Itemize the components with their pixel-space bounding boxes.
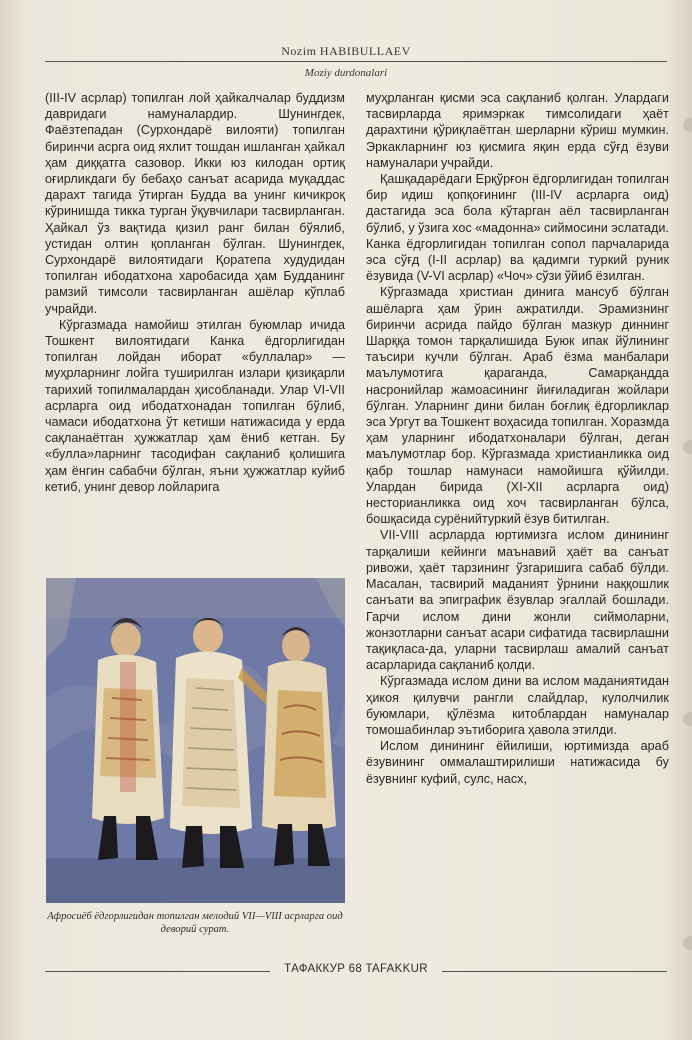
binding-hole — [683, 712, 692, 726]
header-divider — [45, 61, 667, 62]
paragraph: Ислом динининг ёйилиши, юртимизда араб ёзувининг оммалаштирилиши натижасида бу ёзувнинг куфий, сулс, насх, — [366, 739, 669, 786]
binding-hole — [683, 936, 692, 950]
page-footer: ТАФАККУР 68 TAFAKKUR — [284, 963, 428, 975]
figure-caption: Афросиёб ёдгорлигидан топилган мелодий VII—VIII асрларга оид деворий сурат. — [47, 911, 343, 935]
paragraph: Кўргазмада намойиш этилган буюмлар ичида Тошкент вилоятидаги Канка ёдгорлигидан топилган лойдан иборат «буллалар» — муҳрларнинг лойга туширилган излари қизиқарли тарихий топилмалардан ҳисобланади. Улар VI-VII асрларга оид ибодатхонадан топилган бўлиб, чамаси ибодатхона ўт кетиши натижасида у ерда сақланаётган ҳужжатлар ҳам ёниб кетган. Бу «булла»ларнинг тасодифан сақланиб қолишига ҳам ёнгин сабабчи бўлган, яъни ҳужжатлар куйиб кетиб, унинг девор лойларига — [45, 317, 345, 494]
binding-hole — [683, 118, 692, 132]
paragraph: (III-IV асрлар) топилган лой ҳайкалчалар буддизм давридаги намуналардир. Шунингдек, Фаёзтепадан (Сурхондарё вилояти) топилган биринчи асрга оид яхлит тошдан ишланган ҳайкал ҳам диққатга сазовор. Икки юз килодан ортиқ оғирликдаги бу бебаҳо санъат асарида муқаддас дарахт тагида ўтирган Будда ва унинг кичикроқ кўринишда тикка турган ўқувчилари тасвирланган. Ҳайкал ўз вақтида қизил ранг билан бўялиб, устидан олтин қопланган бўлган. Шунингдек, Сурхондарё вилоятидаги Қоратепа худудидан топилган ибодатхона харобасида ҳам Будданинг рамзий тимсоли тасвирланган ашёлар кўплаб учрайди. — [45, 91, 345, 316]
paragraph: муҳрланган қисми эса сақланиб қолган. Улардаги тасвирларда яримэркак тимсолидаги ҳаёт дарахтини қўриқлаётган шерларни кўриш мумкин. Эркакларнинг юз қисмига яқин ерда сўғд ёзуви намуналари учрайди. — [366, 91, 669, 170]
paragraph: VII-VIII асрларда юртимизга ислом динининг тарқалиши кейинги маънавий ҳаёт ва санъат ривожи, ҳаёт тарзининг ўзгаришига сабаб бўлди. Масалан, тасвирий маданият ўрнини наққошлик санъати ва эпиграфик ёзувлар эгаллай бошлади. Гарчи ислом дини жонли сиймоларни, жонзотларни санъат асари сифатида тасвирлашни тақиқласа-да, уларни тасвирлаш амалий санъат асарларида сақланиб қолди. — [366, 528, 669, 673]
binding-hole — [683, 440, 692, 454]
paragraph: Кўргазмада ислом дини ва ислом маданиятидан ҳикоя қилувчи рангли слайдлар, кулолчилик буюмлари, қўлёзма китоблардан намуналар томошабинлар эътиборига ҳавола этилди. — [366, 674, 669, 737]
paragraph: Қашқадарёдаги Ерқўрғон ёдгорлигидан топилган бир идиш қопқоғининг (III-IV асрларга оид) дастагида эса бола кўтарган аёл тасвирланган бўлиб, у ўзига хос «мадонна» сиймосини эслатади. Канка ёдгорлигидан топилган сопол парчаларида эса сўғд (I-II асрлар) ва қадимги туркий руник ёзувида (V-VI асрлар) «Чоч» сўзи ўйиб ёзилган. — [366, 172, 669, 284]
mural-figure — [46, 578, 345, 903]
left-column — [45, 90, 345, 495]
afrasiab-mural-illustration — [46, 578, 345, 903]
paragraph: Кўргазмада христиан динига мансуб бўлган ашёларга ҳам ўрин ажратилди. Эрамизнинг биринчи асрида пайдо бўлган мазкур диннинг Шарққа томон тарқалишида Буюк ипак йўлининг таъсири кучли бўлган. Араб ёзма манбалари маълумотига қараганда, Самарқандда насронийлар жамоасининг йиғиладиган жойлари бўлган. Уларнинг дини билан боғлиқ ёдгорликлар эса Ургут ва Тошкент воҳасида топилган. Хоразмда ҳам уларнинг ибодатхоналари бўлган, деган маълумотлар бор. Кўргазмада христианликка оид қабр тошлар намунаси намойишга қўйилди. Улардан бирида (XI-XII асрларга оид) несторианликка оид хоч тасвирланган бўлса, бошқасида сурёнийтуркий ёзув битилган. — [366, 285, 669, 527]
footer-divider-right — [442, 971, 667, 972]
running-header-author: Nozim HABIBULLAEV — [281, 44, 411, 58]
running-header-section: Moziy durdonalari — [304, 67, 388, 79]
right-column — [366, 90, 669, 787]
footer-divider-left — [45, 971, 270, 972]
